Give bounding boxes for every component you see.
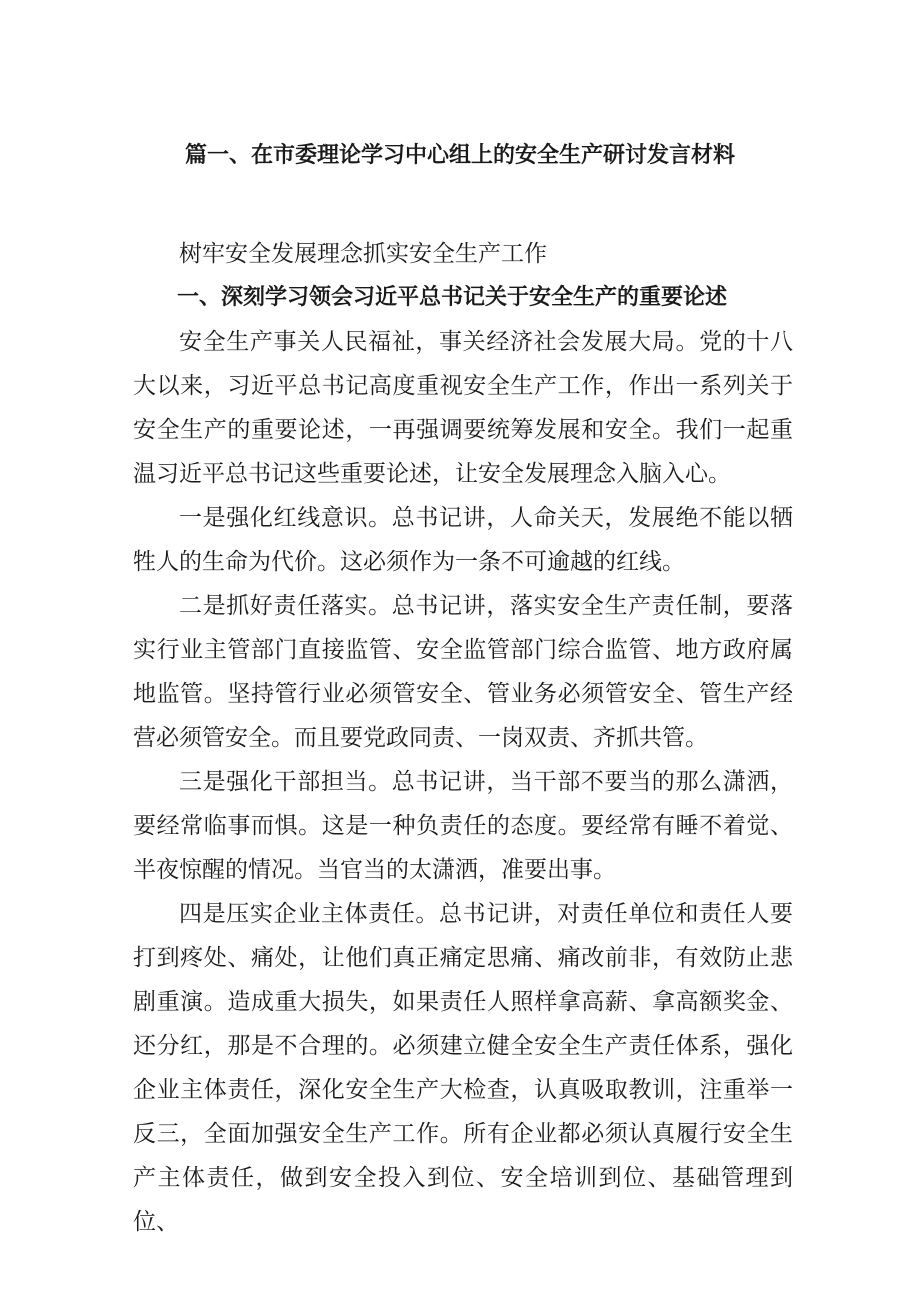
body-paragraph: 三是强化干部担当。总书记讲，当干部不要当的那么潇洒，要经常临事而惧。这是一种负责任的态度。要经常有睡不着觉、半夜惊醒的情况。当官当的太潇洒，准要出事。 <box>133 769 793 883</box>
document-body <box>133 232 793 1244</box>
body-paragraph: 安全生产事关人民福祉，事关经济社会发展大局。党的十八大以来，习近平总书记高度重视安全生产工作，作出一系列关于安全生产的重要论述，一再强调要统筹发展和安全。我们一起重温习近平总书记这些重要论述，让安全发展理念入脑入心。 <box>133 329 793 487</box>
body-paragraph: 四是压实企业主体责任。总书记讲，对责任单位和责任人要打到疼处、痛处，让他们真正痛定思痛、痛改前非，有效防止悲剧重演。造成重大损失，如果责任人照样拿高薪、拿高额奖金、还分红，那是不合理的。必须建立健全安全生产责任体系，强化企业主体责任，深化安全生产大检查，认真吸取教训，注重举一反三，全面加强安全生产工作。所有企业都必须认真履行安全生产主体责任，做到安全投入到位、安全培训到位、基础管理到位、 <box>133 901 793 1235</box>
document-subtitle: 树牢安全发展理念抓实安全生产工作 <box>179 241 547 267</box>
section-heading: 一、深刻学习领会习近平总书记关于安全生产的重要论述 <box>177 285 728 310</box>
body-paragraph: 一是强化红线意识。总书记讲，人命关天，发展绝不能以牺牲人的生命为代价。这必须作为一条不可逾越的红线。 <box>133 505 793 575</box>
body-paragraph: 二是抓好责任落实。总书记讲，落实安全生产责任制，要落实行业主管部门直接监管、安全监管部门综合监管、地方政府属地监管。坚持管行业必须管安全、管业务必须管安全、管生产经营必须管安全。而且要党政同责、一岗双责、齐抓共管。 <box>133 593 793 751</box>
document-title: 篇一、在市委理论学习中心组上的安全生产研讨发言材料 <box>184 143 735 168</box>
